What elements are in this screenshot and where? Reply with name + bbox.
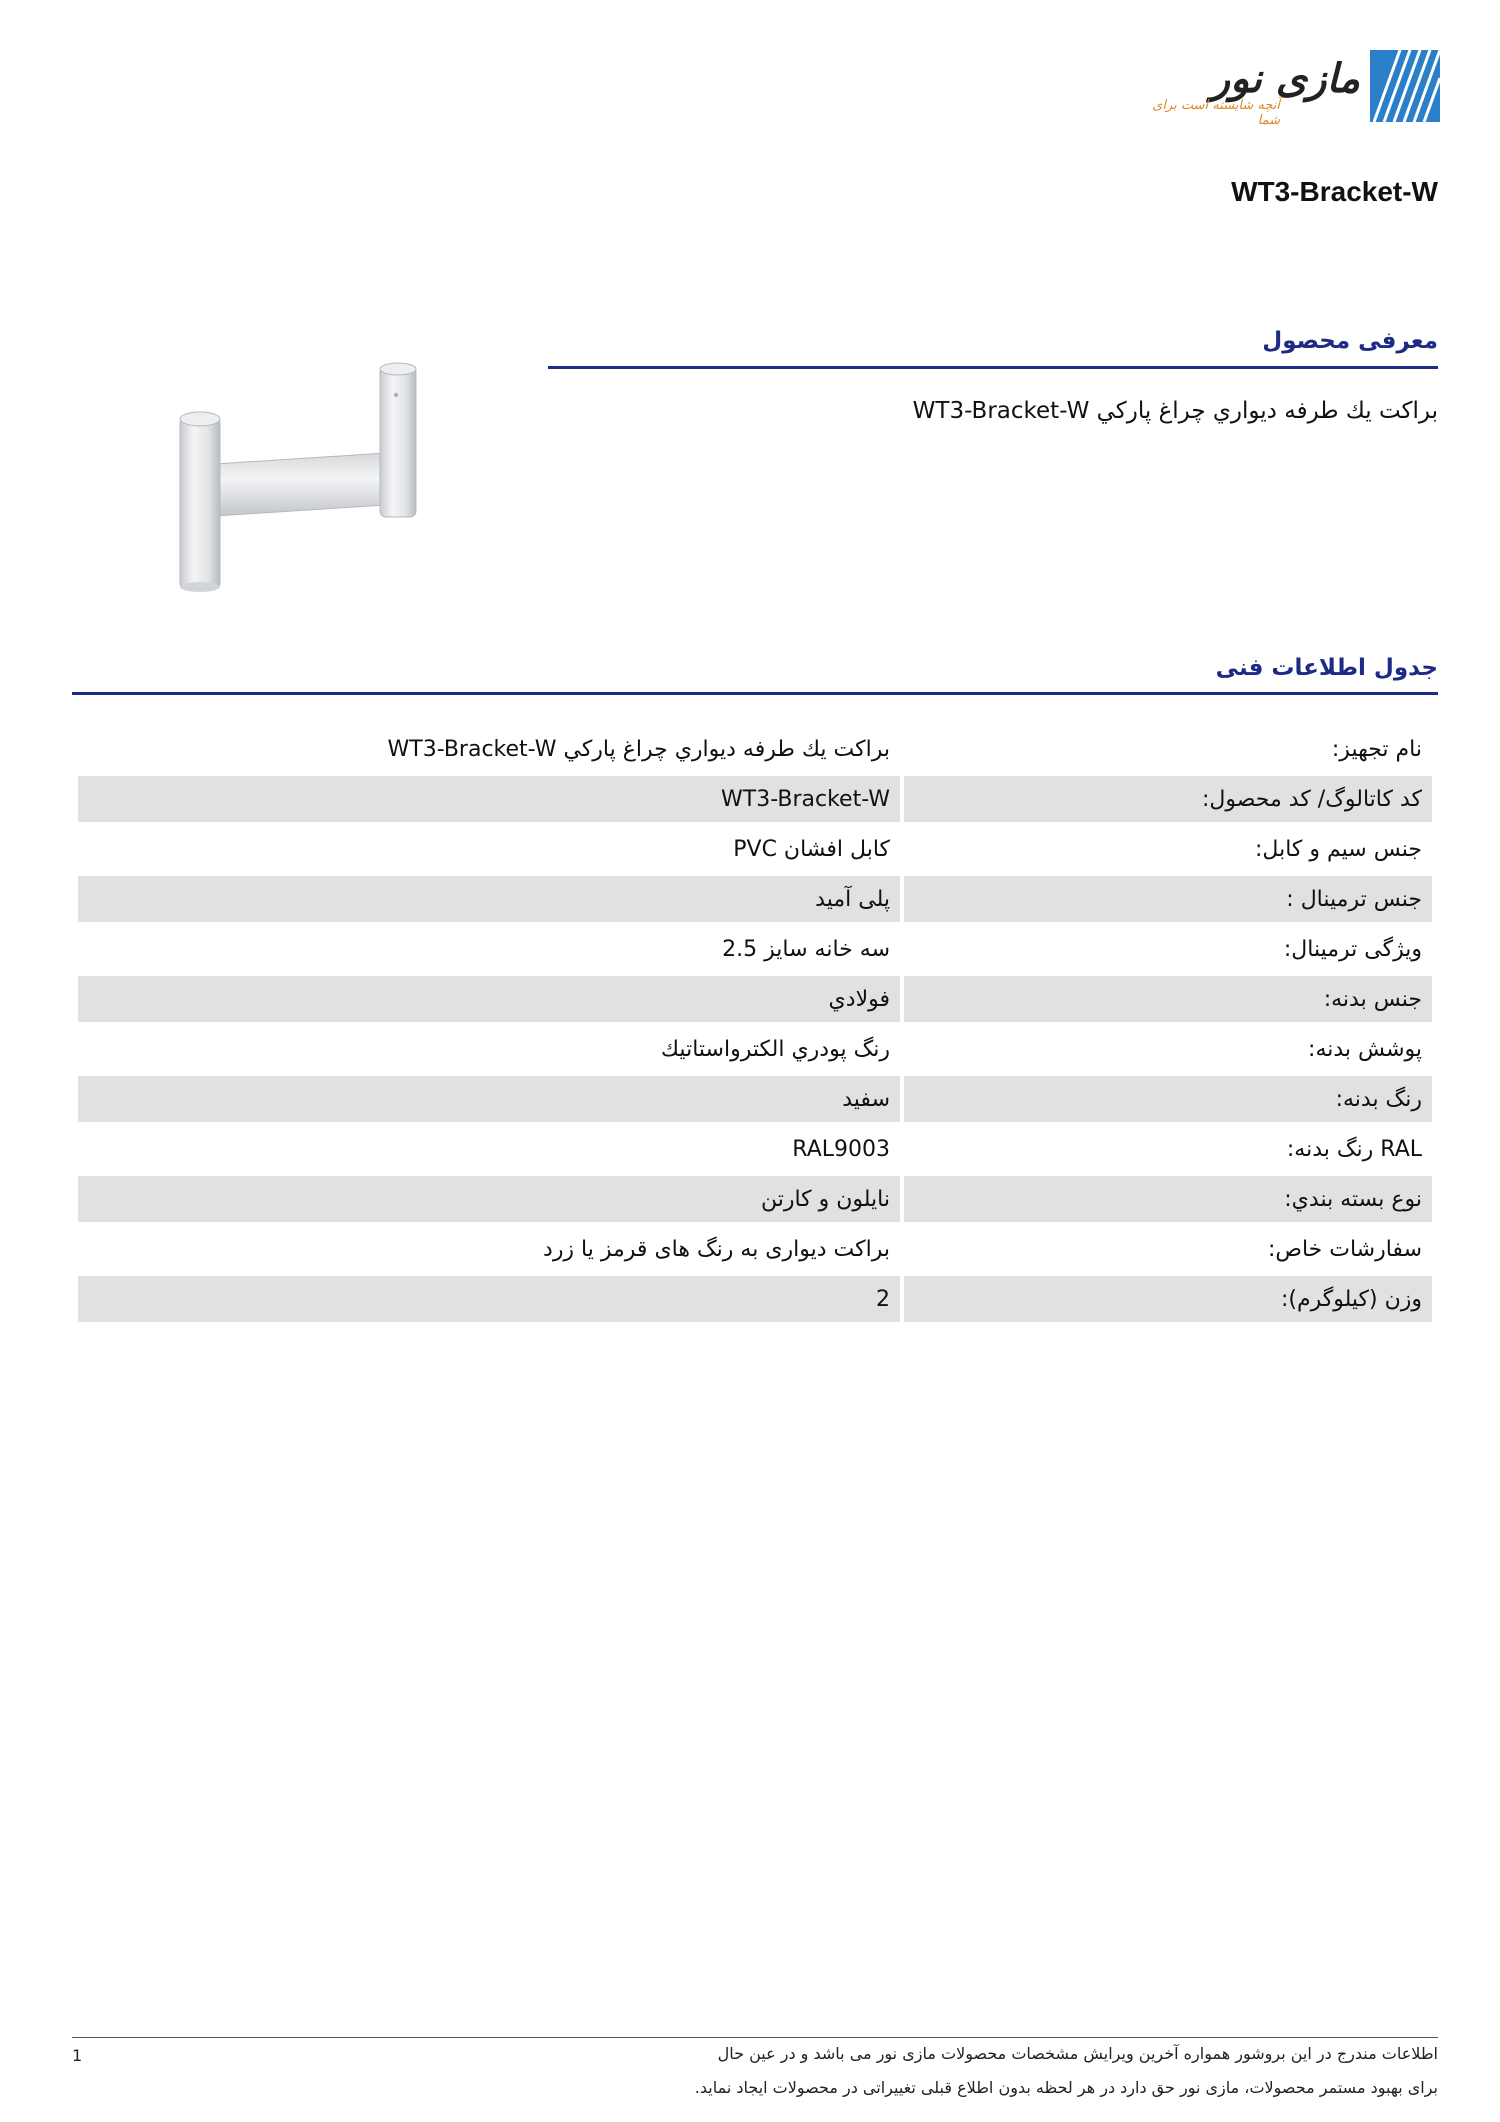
spec-value: WT3-Bracket-W (78, 776, 900, 822)
spec-label: رنگ بدنه: (904, 1076, 1432, 1122)
intro-divider (548, 366, 1438, 369)
spec-value: سه خانه سایز 2.5 (722, 936, 890, 962)
logo-tagline: آنچه شایسته است برای شما (1152, 98, 1280, 128)
logo-wordmark: مازی نور (1210, 56, 1360, 102)
spec-label: وزن (کیلوگرم): (904, 1276, 1432, 1322)
spec-label: کد کاتالوگ/ کد محصول: (904, 776, 1432, 822)
table-row (78, 1226, 1432, 1272)
spec-label: نوع بسته بندي: (904, 1176, 1432, 1222)
spec-value: کابل افشان PVC (733, 836, 890, 862)
spec-value: 2 (78, 1276, 900, 1322)
spec-label: جنس سیم و کابل: (1255, 836, 1422, 862)
spec-label: سفارشات خاص: (1267, 1236, 1422, 1262)
spec-value: نايلون و كارتن (78, 1176, 900, 1222)
spec-table (74, 722, 1436, 1326)
table-row (78, 726, 1432, 772)
specs-heading: جدول اطلاعات فنی (1215, 655, 1438, 681)
table-row (78, 1076, 1432, 1122)
table-row (78, 1276, 1432, 1322)
page-title: WT3-Bracket-W (1231, 176, 1438, 207)
product-image (160, 355, 430, 600)
page-number: 1 (72, 2046, 83, 2065)
spec-label: RAL رنگ بدنه: (1286, 1136, 1422, 1162)
spec-value: رنگ پودري الكترواستاتيك (660, 1036, 890, 1062)
footer-note-line-1: اطلاعات مندرج در این بروشور همواره آخرین ویرایش مشخصات محصولات مازی نور می باشد و در عین حال (717, 2044, 1438, 2063)
intro-heading: معرفی محصول (1262, 328, 1438, 354)
spec-value: فولادي (78, 976, 900, 1022)
table-row (78, 776, 1432, 822)
spec-value: براكت يك طرفه ديواري چراغ پاركي WT3-Bracket-W (387, 736, 890, 762)
spec-label: نام تجهیز: (1331, 736, 1422, 762)
table-row (78, 976, 1432, 1022)
specs-divider (72, 692, 1438, 695)
logo-mark-icon (1370, 50, 1440, 122)
spec-label: پوشش بدنه: (1308, 1036, 1422, 1062)
spec-label: جنس بدنه: (904, 976, 1432, 1022)
company-logo (1140, 50, 1440, 126)
intro-description: براكت يك طرفه ديواري چراغ پاركي WT3-Bracket-W (912, 398, 1438, 424)
table-row (78, 1026, 1432, 1072)
table-row (78, 926, 1432, 972)
table-row (78, 876, 1432, 922)
spec-value: براکت دیواری به رنگ های قرمز یا زرد (543, 1236, 890, 1262)
footer-note-line-2: برای بهبود مستمر محصولات، مازی نور حق دارد در هر لحظه بدون اطلاع قبلی تغییراتی در محصولات ایجاد نماید. (694, 2078, 1438, 2097)
spec-value: سفيد (78, 1076, 900, 1122)
spec-value: پلی آمید (78, 876, 900, 922)
footer-divider (72, 2037, 1438, 2038)
table-row (78, 1176, 1432, 1222)
table-row (78, 826, 1432, 872)
spec-label: ویژگی ترمینال: (1283, 936, 1422, 962)
spec-label: جنس ترمینال : (904, 876, 1432, 922)
table-row (78, 1126, 1432, 1172)
spec-value: RAL9003 (792, 1136, 890, 1162)
